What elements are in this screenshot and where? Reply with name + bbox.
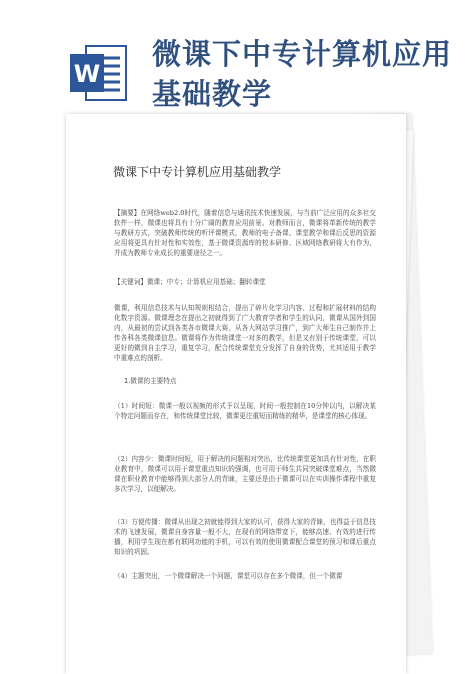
- keywords-paragraph: 【关键词】微课；中专；计算机应用基础；翻转课堂: [114, 278, 266, 286]
- list-item: （4）主题突出，一个微课解决一个问题，课堂可以存在多个微课，但一个微课: [114, 572, 343, 580]
- header-banner: [0, 0, 474, 120]
- abstract-paragraph: 【摘要】在网络web2.0时代，随着信息与通讯技术快速发展，与当前广泛应用的众多社交软件一样，微课也将具有十分广阔的教育应用前景。对教师而言，微课将革新传统的教学与教研方式，突破教师传统的听评课模式，教师的电子备课、课堂教学和课后反思的资源应用将更具有针对性和实效性，基于微课资源库的校本研修、区域网络教研将大有作为，并成为教师专业成长的重要途径之一。: [114, 209, 376, 258]
- section-heading: 1.微课的主要特点: [124, 377, 177, 385]
- list-item: （3）方便传播：微课从出现之初就能得到大家的认可，获得大家的青睐，也得益于信息技术的飞速发展，微课自身容量一般不大，在现有的网络带宽下，能够高速、有效的进行传播，利用学生现在都有联网功能的手机，可以有效的使用微课配合课堂的预习和课后重点知识的巩固。: [114, 518, 376, 557]
- document-page: [66, 114, 406, 674]
- page-title: 微课下中专计算机应用基础教学: [152, 37, 453, 111]
- list-item: （2）内容少：微课时间短，用于解决的问题相对突出，比传统课堂更加具有针对性，在职业教育中，微课可以用于课堂重点知识的强调，也可用于师生共同突破课堂难点，当然微课在职业教育中能够得到大部分人的青睐，主要还是由于微课可以在实训操作课程中重复多次学习，以便解决。: [114, 455, 376, 494]
- document-title: 微课下中专计算机应用基础教学: [113, 165, 282, 179]
- word-document-icon: [68, 42, 128, 104]
- word-icon-letter: W: [73, 60, 101, 88]
- intro-paragraph: 微课，利用信息技术与认知规则相结合，提出了碎片化学习内容、过程和扩展材料的结构化数字资源。微课理念在提出之初就得到了广大教育学者和学生的认同，微课从国外到国内，从最初的尝试到各类各市微课大赛，从各大网站学习推广，到广大师生自己制作并上传各科各类微课信息。微课将作为传统课堂一对多的教学，但是又有别于传统课堂，可以更好的微到自主学习，重复学习，配合传统课堂充分发挥了自身的优势，尤其适用于教学中重难点的剖析。: [114, 304, 376, 363]
- list-item: （1）时间短：微课一般以视频的形式予以呈现，时间一般控制在10分钟以内，以解决某个特定问题而存在，和传统课堂比较，微课更注重短而精练的精华，是课堂的核心体现。: [114, 402, 376, 421]
